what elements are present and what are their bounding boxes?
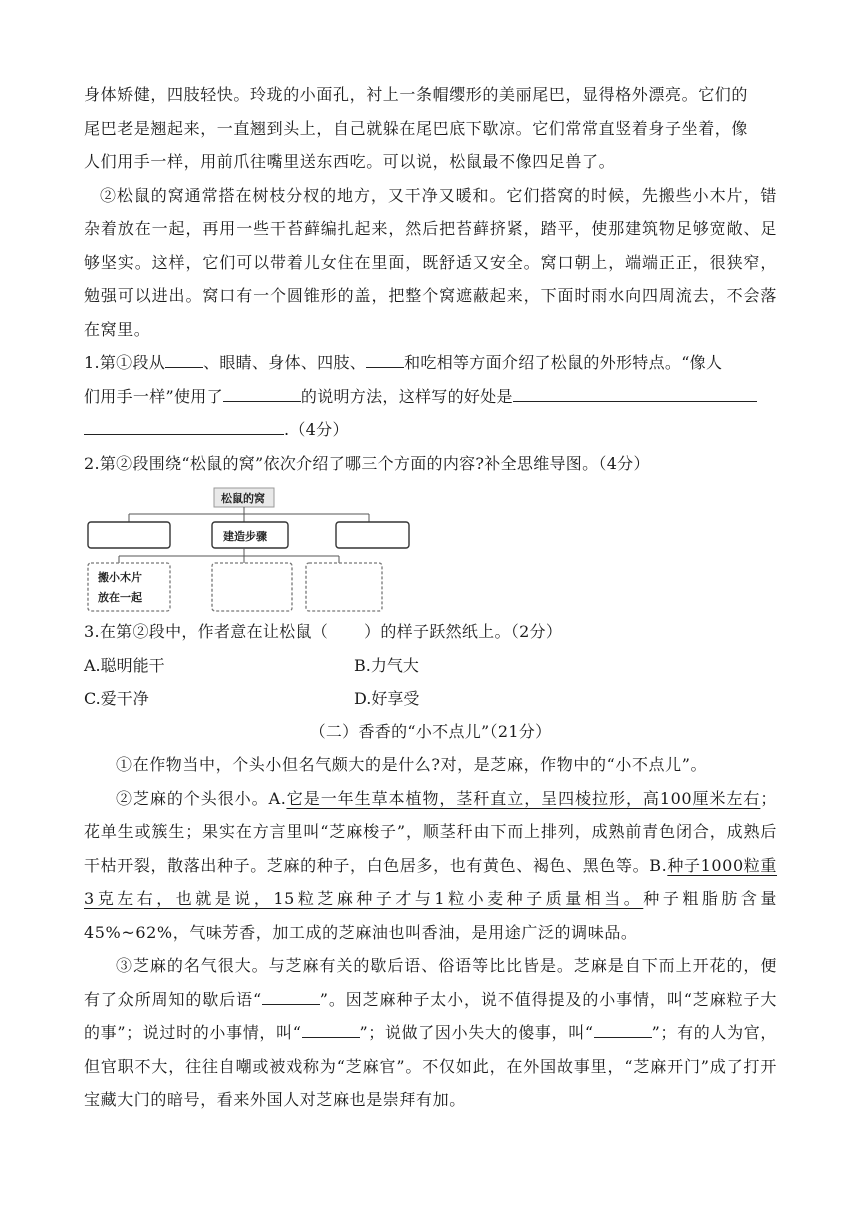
answer-blank-5[interactable] [84,416,284,435]
answer-blank-4[interactable] [513,383,757,402]
option-b[interactable]: B.力气大 [354,655,419,675]
passage1-line2: 尾巴老是翘起来，一直翘到头上，自己就躲在尾巴底下歇凉。它们常常直竖着身子坐着，像 [84,118,749,138]
answer-blank-1[interactable] [165,349,203,368]
option-c[interactable]: C.爱干净 [84,688,149,708]
underlined-sentence-a: 它是一年生草本植物，茎秆直立，呈四棱拉形，高100厘米左右 [286,788,761,808]
idiom-blank-1[interactable] [262,986,320,1005]
mind-map-box-left[interactable] [88,522,170,548]
mind-map [84,480,414,615]
section-2-title: （二）香香的“小不点儿”（21分） [309,721,552,741]
mind-map-box-right[interactable] [336,522,409,548]
passage1-paragraph2: ②松鼠的窝通常搭在树枝分杈的地方，又干净又暖和。它们搭窝的时候，先搬些小木片，错杂着放在一起，再用一些干苔藓编扎起来，然后把苔藓挤紧，踏平，使那建筑物足够宽敞、足够坚实。这样，它们可以带着儿女住在里面，既舒适又安全。窝口朝上，端端正正，很狭窄，勉强可以进出。窝口有一个圆锥形的盖，把整个窝遮蔽起来，下面时雨水向四周流去，不会落在窝里。 [84,185,777,339]
question-1: 1.第①段从 、眼睛、身体、四肢、 和吃相等方面介绍了松鼠的外形特点。“像人 [84,346,777,380]
mind-map-middle-label: 建造步骤 [223,530,267,543]
question-2: 2.第②段围绕“松鼠的窝”依次介绍了哪三个方面的内容?补全思维导图。（4分） [84,453,650,473]
mind-map-leaf-2[interactable] [212,563,292,611]
document-page [84,78,777,1117]
answer-blank-2[interactable] [366,349,404,368]
mind-map-leaf-line1: 搬小木片 [98,571,142,584]
option-a[interactable]: A.聪明能干 [84,655,165,675]
mind-map-leaf-3[interactable] [306,563,382,611]
underlined-sentence-b: 种子1000粒重3克左右，也就是说，15粒芝麻种子才与1粒小麦种子质量相当。 [84,855,777,908]
mind-map-root-label: 松鼠的窝 [221,492,265,505]
question-1-line3: .（4分） [84,413,777,447]
question-3-options [84,649,777,715]
question-1-line2: 们用手一样”使用了 的说明方法，这样写的好处是 [84,380,777,414]
section-2-paragraph-2: ②芝麻的个头很小。A.它是一年生草本植物，茎秆直立，呈四棱拉形，高100厘米左右；花单生或簇生；果实在方言里叫“芝麻梭子”，顺茎秆由下而上排列，成熟前青色闭合，成熟后干枯开裂，散落出种子。芝麻的种子，白色居多，也有黄色、褐色、黑色等。B.种子1000粒重3克左右，也就是说，15粒芝麻种子才与1粒小麦种子质量相当。种子粗脂肪含量45%~62%，气味芳香，加工成的芝麻油也叫香油，是用途广泛的调味品。 [84,788,777,942]
idiom-blank-3[interactable] [594,1019,652,1038]
mind-map-leaf-line2: 放在一起 [98,591,142,604]
passage1-line3: 人们用手一样，用前爪往嘴里送东西吃。可以说，松鼠最不像四足兽了。 [84,152,616,171]
section-2-paragraph-3: ③芝麻的名气很大。与芝麻有关的歇后语、俗语等比比皆是。芝麻是自下而上开花的，便有了众所周知的歇后语“ ”。因芝麻种子太小，说不值得提及的小事情，叫“芝麻粒子大的事”；说过时的小事情，叫“ ”；说做了因小失大的傻事，叫“ ”；有的人为官，但官职不大，往往自嘲或被戏称为“芝麻官”。不仅如此，在外国故事里，“芝麻开门”成了打开宝藏大门的暗号，看来外国人对芝麻也是崇拜有加。 [84,956,777,1109]
idiom-blank-2[interactable] [302,1019,360,1038]
question-3: 3.在第②段中，作者意在让松鼠（ ）的样子跃然纸上。（2分） [84,622,563,641]
answer-blank-3[interactable] [223,383,301,402]
section-2-paragraph-1: ①在作物当中，个头小但名气颇大的是什么?对，是芝麻，作物中的“小不点儿”。 [116,755,708,774]
option-d[interactable]: D.好享受 [354,688,420,708]
passage1-line1: 身体矫健，四肢轻快。玲珑的小面孔，衬上一条帽缨形的美丽尾巴，显得格外漂亮。它们的 [84,85,749,104]
